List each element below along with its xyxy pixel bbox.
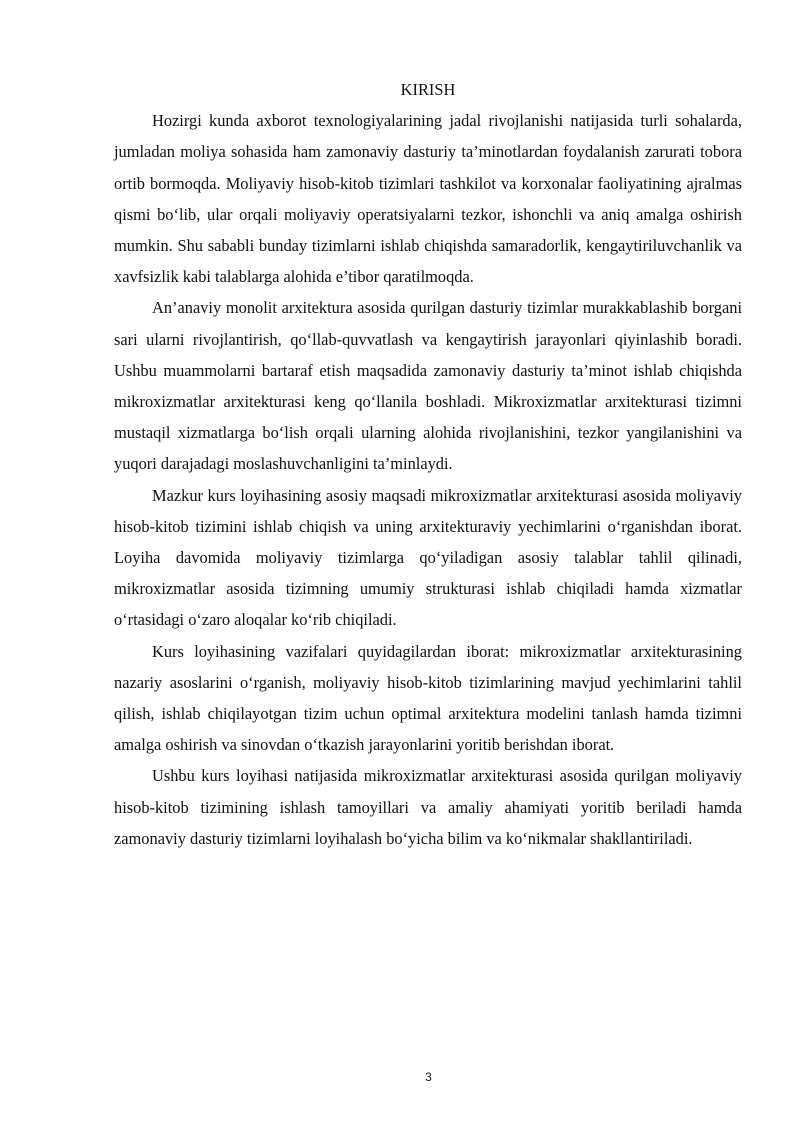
paragraph-2: An’anaviy monolit arxitektura asosida qurilgan dasturiy tizimlar murakkablashib borgani sari ularni rivojlantirish, qo‘llab-quvvatlash va kengaytirish jarayonlari qiyinlashib boradi. Ushbu muammolarni bartaraf etish maqsadida zamonaviy dasturiy ta’minot ishlab chiqishda mikroxizmatlar arxitekturasi keng qo‘llanila boshladi. Mikroxizmatlar arxitekturasi tizimni mustaqil xizmatlarga bo‘lish orqali ularning alohida rivojlanishini, tezkor yangilanishini va yuqori darajadagi moslashuvchanligini ta’minlaydi. [114, 298, 742, 474]
paragraph-1: Hozirgi kunda axborot texnologiyalarining jadal rivojlanishi natijasida turli sohalarda, jumladan moliya sohasida ham zamonaviy dasturiy ta’minotlardan foydalanish zarurati tobora ortib bormoqda. Moliyaviy hisob-kitob tizimlari tashkilot va korxonalar faoliyatining ajralmas qismi bo‘lib, ular orqali moliyaviy operatsiyalarni tezkor, ishonchli va aniq amalga oshirish mumkin. Shu sababli bunday tizimlarni ishlab chiqishda samaradorlik, kengaytiriluvchanlik va xavfsizlik kabi talablarga alohida e’tibor qaratilmoqda. [114, 111, 742, 287]
paragraph-3: Mazkur kurs loyihasining asosiy maqsadi mikroxizmatlar arxitekturasi asosida moliyaviy hisob-kitob tizimini ishlab chiqish va uning arxitekturaviy yechimlarini o‘rganishdan iborat. Loyiha davomida moliyaviy tizimlarga qo‘yiladigan asosiy talablar tahlil qilinadi, mikroxizmatlar asosida tizimning umumiy strukturasi ishlab chiqiladi hamda xizmatlar o‘rtasidagi o‘zaro aloqalar ko‘rib chiqiladi. [114, 485, 742, 630]
page-body [114, 74, 742, 854]
paragraph-4: Kurs loyihasining vazifalari quyidagilardan iborat: mikroxizmatlar arxitekturasining nazariy asoslarini o‘rganish, moliyaviy hisob-kitob tizimlarining mavjud yechimlarini tahlil qilish, ishlab chiqilayotgan tizim uchun optimal arxitektura modelini tanlash hamda tizimni amalga oshirish va sinovdan o‘tkazish jarayonlarini yoritib berishdan iborat. [114, 641, 742, 755]
paragraph-5: Ushbu kurs loyihasi natijasida mikroxizmatlar arxitekturasi asosida qurilgan moliyaviy hisob-kitob tizimining ishlash tamoyillari va amaliy ahamiyati yoritib beriladi hamda zamonaviy dasturiy tizimlarni loyihalash bo‘yicha bilim va ko‘nikmalar shakllantiriladi. [114, 766, 742, 848]
page-number: 3 [425, 1070, 432, 1084]
section-heading: KIRISH [400, 80, 456, 99]
